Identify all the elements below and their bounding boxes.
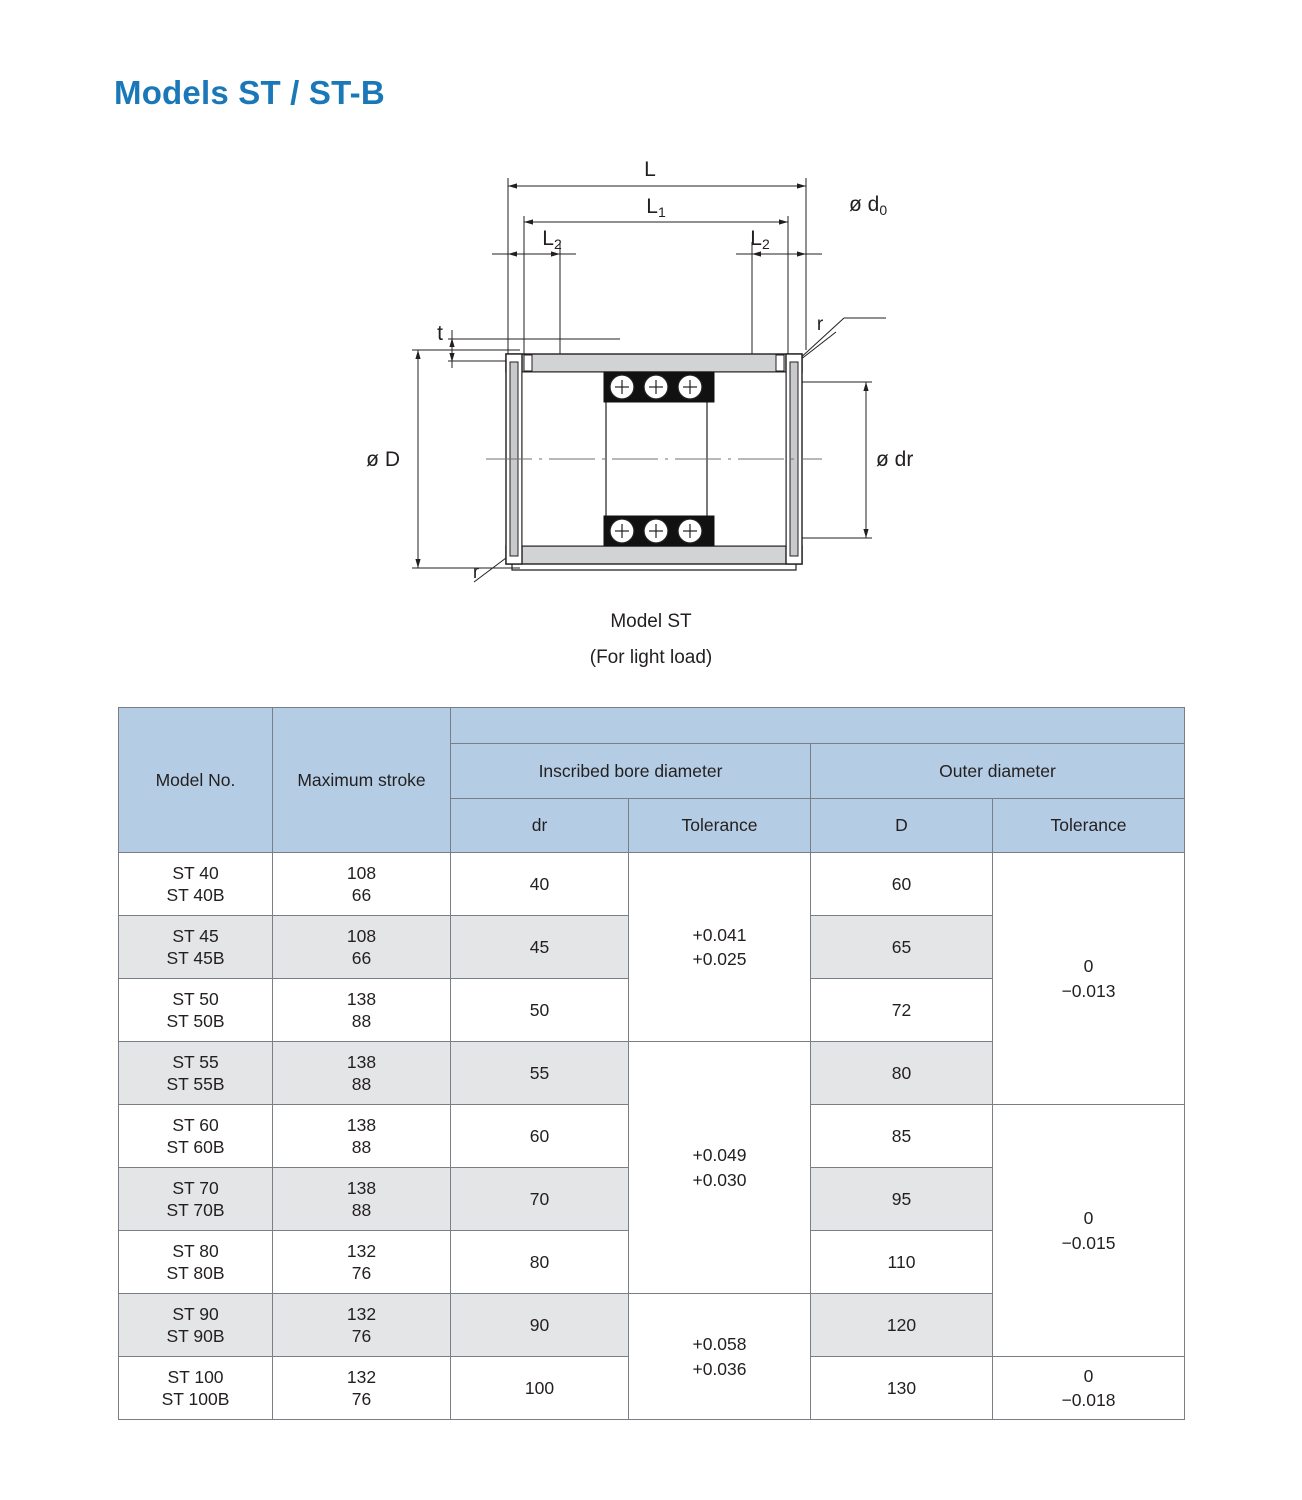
cell-maximum-stroke [273, 979, 451, 1042]
cell-model-no [119, 979, 273, 1042]
outer-tol-lower: −0.015 [1061, 1232, 1116, 1253]
table-row [119, 853, 1185, 916]
cell-d: 80 [811, 1042, 993, 1105]
model-bottom: ST 55B [166, 1074, 225, 1094]
model-bottom: ST 60B [166, 1137, 225, 1157]
outer-tol-lower: −0.018 [1061, 1390, 1116, 1410]
model-bottom: ST 80B [166, 1263, 225, 1283]
stroke-top: 132 [346, 1366, 377, 1387]
cell-model-no [119, 1042, 273, 1105]
stroke-top: 138 [346, 1114, 377, 1135]
model-bottom: ST 70B [166, 1200, 225, 1220]
table-head [119, 708, 1185, 853]
cell-maximum-stroke [273, 1105, 451, 1168]
outer-tol-upper: 0 [1083, 1365, 1094, 1386]
stroke-bottom: 88 [351, 1011, 372, 1031]
cell-bore-tolerance [629, 853, 811, 1042]
header-empty-band [451, 708, 1185, 744]
cell-maximum-stroke [273, 1042, 451, 1105]
label-dr: ø dr [876, 448, 914, 471]
stroke-bottom: 66 [351, 885, 372, 905]
caption-load: (For light load) [589, 646, 713, 668]
cell-dr: 100 [451, 1357, 629, 1420]
cell-maximum-stroke [273, 1168, 451, 1231]
model-top: ST 40 [172, 862, 219, 883]
bore-tol-upper: +0.058 [692, 1334, 747, 1355]
stroke-bottom: 76 [351, 1263, 372, 1283]
model-bottom: ST 100B [161, 1389, 230, 1409]
model-top: ST 100 [167, 1366, 224, 1387]
cell-outer-tolerance [993, 853, 1185, 1105]
cell-d: 85 [811, 1105, 993, 1168]
label-L2-left: L [542, 227, 554, 250]
header-maximum-stroke: Maximum stroke [273, 708, 451, 853]
label-D: ø D [366, 448, 400, 471]
header-outer-tolerance: Tolerance [993, 799, 1185, 853]
model-top: ST 70 [172, 1177, 219, 1198]
cell-model-no [119, 1168, 273, 1231]
model-top: ST 80 [172, 1240, 219, 1261]
model-bottom: ST 90B [166, 1326, 225, 1346]
model-top: ST 60 [172, 1114, 219, 1135]
bore-tol-lower: +0.025 [692, 949, 747, 969]
cell-d: 72 [811, 979, 993, 1042]
diagram-caption [0, 608, 1302, 671]
outer-tol-upper: 0 [1083, 956, 1094, 977]
cell-dr: 90 [451, 1294, 629, 1357]
specification-table [118, 707, 1185, 1420]
label-L2-right: L [750, 227, 762, 250]
cell-maximum-stroke [273, 1294, 451, 1357]
stroke-bottom: 88 [351, 1074, 372, 1094]
label-d0: ø d [849, 193, 880, 216]
cell-model-no [119, 853, 273, 916]
label-L1: L [646, 195, 658, 218]
stroke-top: 138 [346, 1177, 377, 1198]
cell-dr: 70 [451, 1168, 629, 1231]
cell-bore-tolerance [629, 1042, 811, 1294]
cell-maximum-stroke [273, 916, 451, 979]
svg-text:L2: L2 [750, 227, 770, 252]
label-r-top: r [816, 314, 824, 335]
stroke-top: 138 [346, 988, 377, 1009]
header-d: D [811, 799, 993, 853]
caption-model: Model ST [610, 611, 692, 632]
cell-model-no [119, 1105, 273, 1168]
model-top: ST 45 [172, 925, 219, 946]
stroke-bottom: 88 [351, 1137, 372, 1157]
model-bottom: ST 50B [166, 1011, 225, 1031]
cell-d: 110 [811, 1231, 993, 1294]
stroke-top: 132 [346, 1303, 377, 1324]
cell-dr: 45 [451, 916, 629, 979]
stroke-bottom: 88 [351, 1200, 372, 1220]
cell-maximum-stroke [273, 853, 451, 916]
model-top: ST 90 [172, 1303, 219, 1324]
cell-d: 120 [811, 1294, 993, 1357]
bore-tol-upper: +0.049 [692, 1145, 747, 1166]
specification-table-wrapper [118, 707, 1184, 1420]
cell-model-no [119, 1294, 273, 1357]
bore-tol-lower: +0.036 [692, 1358, 747, 1379]
cell-d: 95 [811, 1168, 993, 1231]
stroke-bottom: 76 [351, 1326, 372, 1346]
stroke-bottom: 66 [351, 948, 372, 968]
cell-dr: 60 [451, 1105, 629, 1168]
cell-d: 130 [811, 1357, 993, 1420]
svg-text:L2: L2 [542, 227, 562, 252]
svg-text:ø d0: ø d0 [849, 193, 888, 218]
header-dr: dr [451, 799, 629, 853]
cell-dr: 50 [451, 979, 629, 1042]
table-body [119, 853, 1185, 1420]
header-inscribed-bore-diameter: Inscribed bore diameter [451, 744, 811, 799]
cell-maximum-stroke [273, 1231, 451, 1294]
outer-tol-lower: −0.013 [1061, 980, 1116, 1001]
model-top: ST 55 [172, 1051, 219, 1072]
cell-outer-tolerance [993, 1357, 1185, 1420]
model-bottom: ST 40B [166, 885, 225, 905]
label-t: t [437, 322, 443, 345]
page-title: Models ST / ST-B [114, 74, 385, 111]
label-r-bottom: r [472, 562, 480, 583]
cell-model-no [119, 916, 273, 979]
cell-outer-tolerance [993, 1105, 1185, 1357]
svg-text:L1: L1 [646, 195, 666, 220]
cell-maximum-stroke [273, 1357, 451, 1420]
stroke-top: 108 [346, 862, 377, 883]
header-outer-diameter: Outer diameter [811, 744, 1185, 799]
outer-tol-upper: 0 [1083, 1208, 1094, 1229]
bore-tol-upper: +0.041 [692, 924, 747, 945]
model-top: ST 50 [172, 988, 219, 1009]
cell-d: 60 [811, 853, 993, 916]
header-band-row [119, 708, 1185, 744]
bore-tol-lower: +0.030 [692, 1169, 747, 1190]
stroke-bottom: 76 [351, 1389, 372, 1409]
model-bottom: ST 45B [166, 948, 225, 968]
header-bore-tolerance: Tolerance [629, 799, 811, 853]
stroke-top: 138 [346, 1051, 377, 1072]
cell-bore-tolerance [629, 1294, 811, 1420]
label-L: L [644, 158, 656, 181]
stroke-top: 132 [346, 1240, 377, 1261]
cell-model-no [119, 1357, 273, 1420]
cell-dr: 55 [451, 1042, 629, 1105]
cell-dr: 40 [451, 853, 629, 916]
stroke-top: 108 [346, 925, 377, 946]
cell-d: 65 [811, 916, 993, 979]
header-model-no: Model No. [119, 708, 273, 853]
cell-model-no [119, 1231, 273, 1294]
cell-dr: 80 [451, 1231, 629, 1294]
